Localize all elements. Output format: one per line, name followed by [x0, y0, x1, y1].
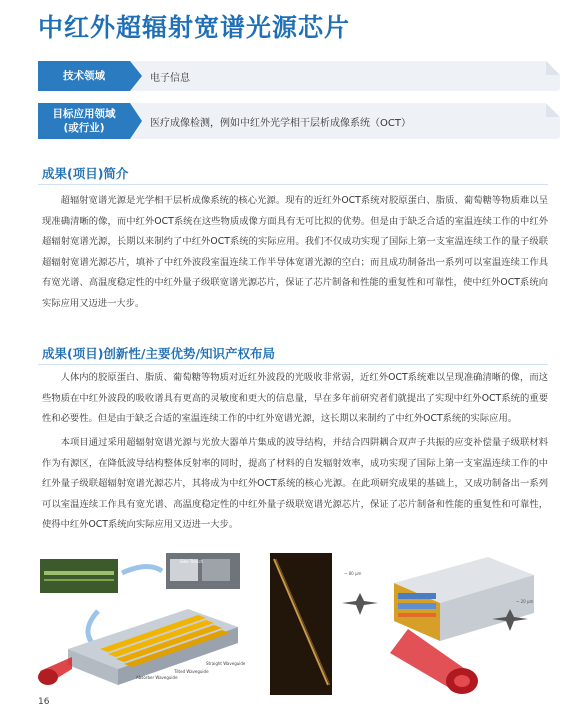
tilted-label: Tilted Waveguide: [174, 669, 209, 674]
label-arrow-icon: [130, 61, 142, 91]
section-title-summary: 成果(项目)简介: [42, 166, 129, 181]
straight-label: Straight Waveguide: [206, 661, 246, 666]
um-label-1: ~ 80 μm: [344, 571, 362, 576]
target-field-value: 医疗成像检测，例如中红外光学相干层析成像系统（OCT）: [150, 117, 411, 129]
target-field-label: 目标应用领域 (或行业): [38, 103, 130, 139]
figure-laser-chip: [338, 553, 550, 695]
corner-fold: [546, 103, 560, 117]
target-field-row: [38, 103, 560, 139]
tech-field-row: [38, 61, 560, 91]
section-divider: [38, 364, 548, 365]
section-divider: [38, 184, 548, 185]
side-trench-label: Side Trench: [180, 559, 204, 564]
section-title-innovation: 成果(项目)创新性/主要优势/知识产权布局: [42, 346, 276, 361]
figure-waveguide-device: [38, 553, 264, 695]
tech-field-label: 技术领域: [38, 61, 130, 91]
tech-field-value: 电子信息: [150, 72, 190, 84]
absorber-label: Absorber Waveguide: [136, 675, 178, 680]
figure-fiber-photo: [270, 553, 332, 695]
um-label-2: ~ 20 μm: [516, 599, 534, 604]
innovation-paragraph-1: 人体内的胶原蛋白、脂质、葡萄糖等物质对近红外波段的光吸收非常弱，近红外OCT系统难以呈现准确清晰的像，而这些物质在中红外波段的吸收谱具有更高的灵敏度和更大的信息量，早在多年前研究者们就提出了实现中红外OCT系统的重要性和必要性。但是由于缺乏合适的室温连续工作的中红外宽谱光源，这长期以来制约了中红外OCT系统的实际应用。: [42, 372, 548, 424]
summary-paragraph: 超辐射宽谱光源是光学相干层析成像系统的核心光源。现有的近红外OCT系统对胶原蛋白、脂质、葡萄糖等物质难以呈现准确清晰的像，而中红外OCT系统在这些物质成像方面具有无可比拟的优势。但是由于缺乏合适的室温连续工作的中红外超辐射宽谱光源，长期以来制约了中红外OCT系统的实际应用。我们不仅成功实现了国际上第一支室温连续工作的量子级联超辐射宽谱光源芯片，填补了中红外波段室温连续工作半导体宽谱光源的空白；而且成功制备出一系列可以室温连续工作具有宽光谱、高温度稳定性的中红外量子级联宽谱光源芯片，保证了芯片制备和性能的重复性和可靠性，使中红外OCT系统向实际应用又迈进一大步。: [42, 195, 548, 309]
page-number: 16: [38, 697, 50, 707]
page-title: 中红外超辐射宽谱光源芯片: [38, 13, 351, 42]
innovation-paragraph-2: 本项目通过采用超辐射宽谱光源与光放大器单片集成的波导结构，并结合四阱耦合双声子共振的应变补偿量子级联材料作为有源区，在降低波导结构整体反射率的同时，提高了材料的自发辐射效率，成功实现了国际上第一支室温连续工作的中红外量子级联超辐射宽谱光源芯片，其将成为中红外OCT系统的核心光源。在此项研究成果的基础上，又成功制备出一系列可以室温连续工作具有宽光谱、高温度稳定性的中红外量子级联宽谱光源芯片，保证了芯片制备和性能的重复性和可靠性，使得中红外OCT系统向实际应用又迈进一大步。: [42, 437, 548, 530]
corner-fold: [546, 61, 560, 75]
label-arrow-icon: [130, 103, 142, 139]
